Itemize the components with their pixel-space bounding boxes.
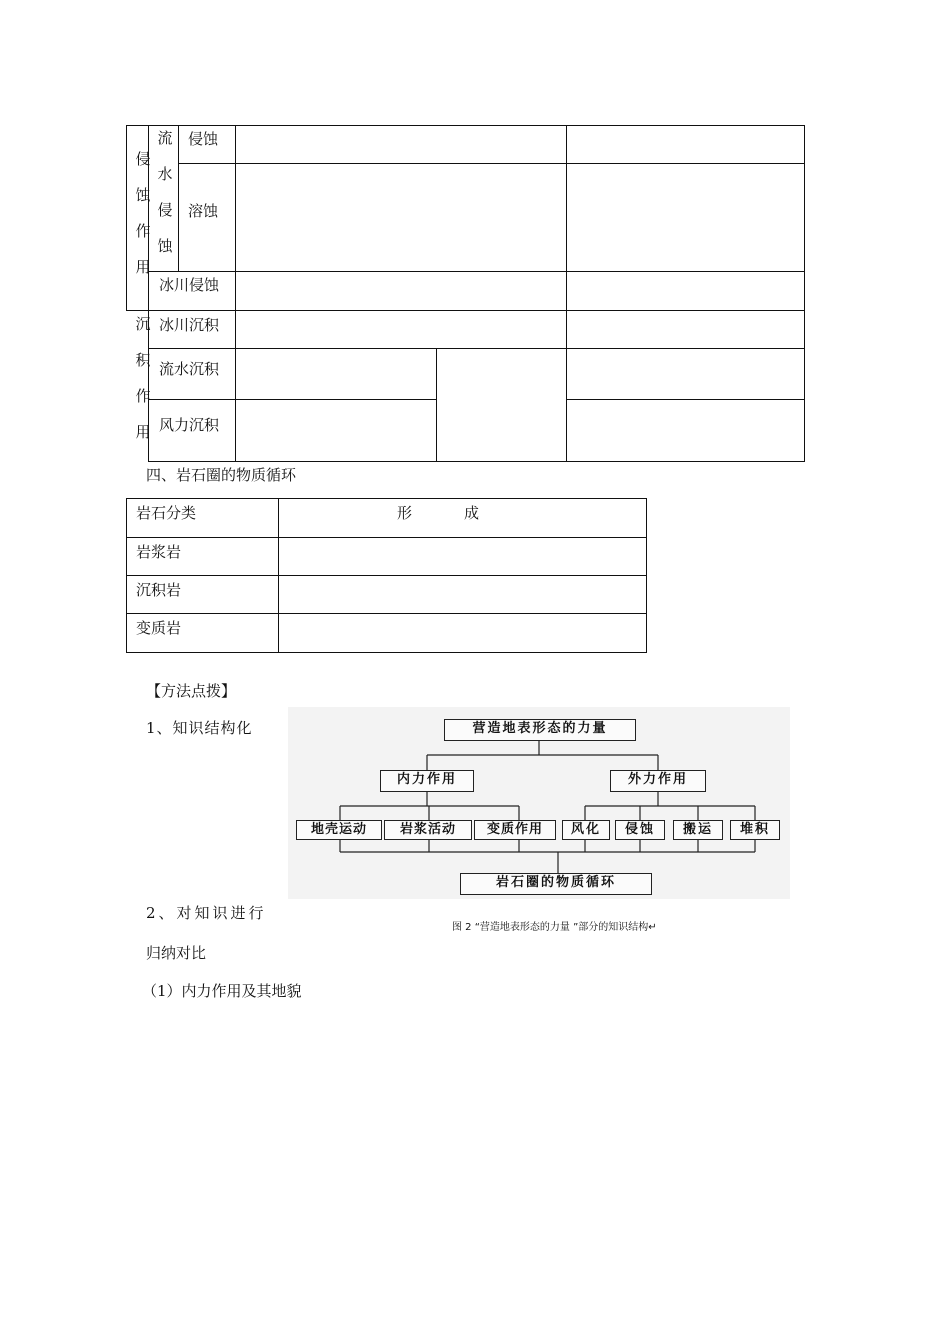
header-formation-b: 成	[464, 504, 480, 522]
item-3-internal-forces: （1）内力作用及其地貌	[142, 982, 302, 1000]
node-shaping-forces: 营造地表形态的力量	[444, 719, 636, 741]
method-title: 【方法点拨】	[146, 682, 237, 700]
rock-metamorphic: 变质岩	[136, 619, 182, 637]
row-label-water-deposition: 流水沉积	[159, 360, 220, 378]
node-rock-cycle: 岩石圈的物质循环	[460, 873, 652, 895]
node-external-force: 外力作用	[610, 770, 706, 792]
row-label-rongshi: 溶蚀	[188, 202, 219, 220]
header-rock-type: 岩石分类	[136, 504, 197, 522]
row-label-wind-deposition: 风力沉积	[159, 416, 220, 434]
item-1-knowledge-structure: 1、知识结构化	[146, 719, 253, 737]
node-internal-force: 内力作用	[380, 770, 474, 792]
erosion-group-label: 侵 蚀 作 用	[135, 150, 151, 276]
node-deposition: 堆积	[730, 820, 780, 840]
node-transportation: 搬运	[673, 820, 723, 840]
node-erosion: 侵蚀	[615, 820, 665, 840]
section-4-title: 四、岩石圈的物质循环	[146, 466, 297, 484]
node-weathering: 风化	[562, 820, 610, 840]
diagram-caption: 图 2 “营造地表形态的力量 ”部分的知识结构↵	[452, 922, 657, 933]
header-formation-a: 形	[397, 504, 413, 522]
rock-igneous: 岩浆岩	[136, 543, 182, 561]
deposition-group-label: 沉 积 作 用	[135, 315, 151, 441]
running-water-erosion-label: 流 水 侵 蚀	[157, 129, 173, 255]
item-2-continued: 归纳对比	[146, 944, 207, 962]
node-metamorphism: 变质作用	[474, 820, 556, 840]
node-crustal-movement: 地壳运动	[296, 820, 382, 840]
row-label-glacier-erosion: 冰川侵蚀	[159, 276, 220, 294]
node-magmatic-activity: 岩浆活动	[384, 820, 472, 840]
rock-sedimentary: 沉积岩	[136, 581, 182, 599]
row-label-qinshi: 侵蚀	[188, 130, 219, 148]
item-2-summarize: 2、对知识进行	[146, 904, 267, 922]
knowledge-structure-diagram	[288, 707, 790, 899]
row-label-glacier-deposition: 冰川沉积	[159, 316, 220, 334]
